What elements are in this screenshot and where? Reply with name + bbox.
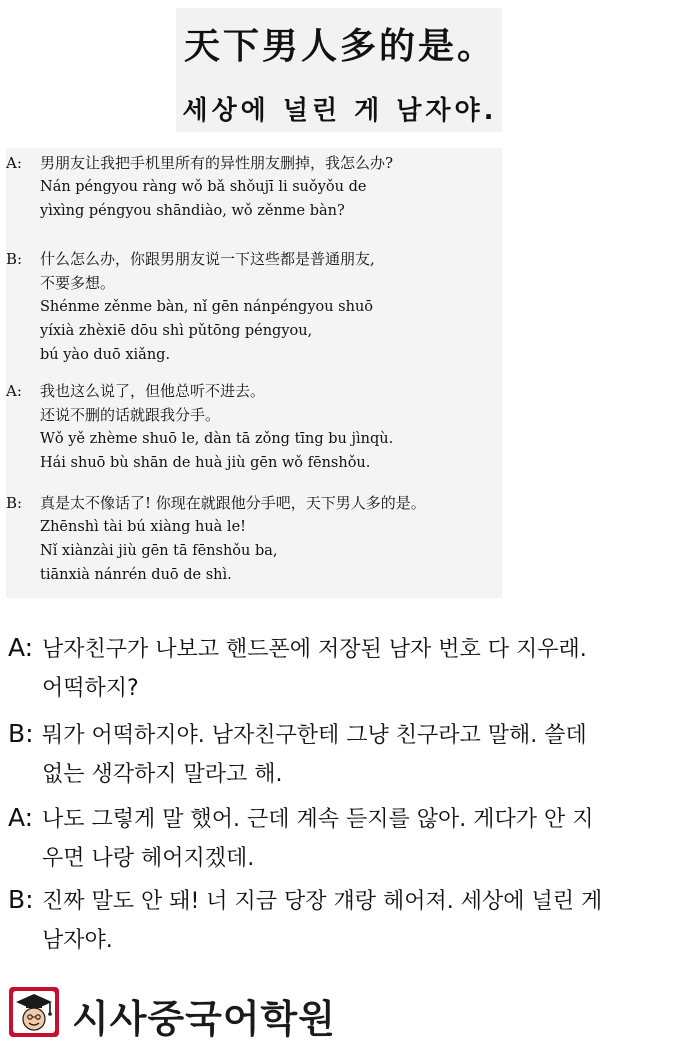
dialogue-text: Nán péngyou ràng wǒ bǎ shǒujī li suǒyǒu de: [40, 179, 367, 195]
speaker-label: A:: [8, 803, 34, 832]
dialogue-hanzi-line: [6, 248, 506, 270]
dialogue-text: yìxìng péngyou shāndiào, wǒ zěnme bàn?: [40, 203, 345, 219]
translation-line: [8, 843, 254, 875]
dialogue-hanzi-line: [6, 152, 506, 174]
speaker-label: B:: [8, 719, 34, 748]
dialogue-text: Shénme zěnme bàn, nǐ gēn nánpéngyou shuō: [40, 299, 374, 315]
translation-text: 남자야.: [42, 928, 113, 953]
dialogue-text: 我也这么说了，但他总听不进去。: [40, 382, 266, 400]
speaker-label: A:: [8, 633, 34, 662]
translation-line: [8, 759, 283, 791]
dialogue-pinyin-line: [6, 452, 506, 474]
translation-line: [8, 884, 602, 918]
translation-line: [8, 802, 593, 836]
translation-text: 우면 나랑 헤어지겠데.: [42, 846, 255, 871]
translation-text: 없는 생각하지 말라고 해.: [42, 762, 283, 787]
title-chinese: 天下男人多的是。: [183, 25, 496, 67]
speaker-label: A:: [6, 154, 22, 172]
dialogue-pinyin-line: [6, 320, 506, 342]
dialogue-text: 还说不删的话就跟我分手。: [40, 406, 221, 424]
dialogue-pinyin-line: [6, 296, 506, 318]
translation-line: [8, 925, 113, 957]
speaker-label: B:: [8, 885, 34, 914]
dialogue-text: Nǐ xiànzài jiù gēn tā fēnshǒu ba,: [40, 543, 278, 559]
dialogue-pinyin-line: [6, 516, 506, 538]
translation-line: [8, 632, 587, 666]
dialogue-text: yíxià zhèxiē dōu shì pǔtōng péngyou,: [40, 323, 313, 339]
dialogue-text: Hái shuō bù shān de huà jiù gēn wǒ fēnshǒu.: [40, 455, 371, 471]
dialogue-hanzi-line: [6, 380, 506, 402]
dialogue-text: 男朋友让我把手机里所有的异性朋友删掉，我怎么办?: [40, 154, 394, 172]
dialogue-hanzi-line: [6, 492, 506, 514]
graduate-mascot-icon: [8, 986, 60, 1038]
speaker-label: B:: [6, 250, 23, 268]
translation-text: 어떡하지?: [42, 676, 139, 701]
dialogue-hanzi-line: [6, 272, 506, 294]
dialogue-text: tiānxià nánrén duō de shì.: [40, 567, 232, 583]
dialogue-text: Zhēnshì tài bú xiàng huà le!: [40, 519, 246, 535]
dialogue-pinyin-line: [6, 200, 506, 222]
translation-text: 남자친구가 나보고 핸드폰에 저장된 남자 번호 다 지우래.: [42, 637, 587, 662]
dialogue-pinyin-line: [6, 344, 506, 366]
dialogue-pinyin-line: [6, 564, 506, 586]
translation-line: [8, 718, 587, 752]
dialogue-pinyin-line: [6, 428, 506, 450]
speaker-label: B:: [6, 494, 23, 512]
dialogue-text: bú yào duō xiǎng.: [40, 347, 171, 363]
dialogue-text: Wǒ yě zhème shuō le, dàn tā zǒng tīng bu jìnqù.: [40, 431, 394, 447]
dialogue-pinyin-line: [6, 176, 506, 198]
dialogue-hanzi-line: [6, 404, 506, 426]
translation-text: 뭐가 어떡하지야. 남자친구한테 그냥 친구라고 말해. 쓸데: [42, 723, 587, 748]
translation-line: [8, 673, 139, 705]
dialogue-text: 什么怎么办，你跟男朋友说一下这些都是普通朋友,: [40, 250, 375, 268]
academy-name: 시사중국어학원: [72, 997, 336, 1041]
dialogue-pinyin-line: [6, 540, 506, 562]
dialogue-text: 不要多想。: [40, 274, 116, 292]
translation-text: 나도 그렇게 말 했어. 근데 계속 듣지를 않아. 게다가 안 지: [42, 807, 594, 832]
title-korean: 세상에 널린 게 남자야.: [182, 96, 498, 126]
academy-logo: [8, 984, 368, 1044]
dialogue-text: 真是太不像话了! 你现在就跟他分手吧，天下男人多的是。: [40, 494, 426, 512]
speaker-label: A:: [6, 382, 22, 400]
translation-text: 진짜 말도 안 돼! 너 지금 당장 걔랑 헤어져. 세상에 널린 게: [42, 889, 603, 914]
